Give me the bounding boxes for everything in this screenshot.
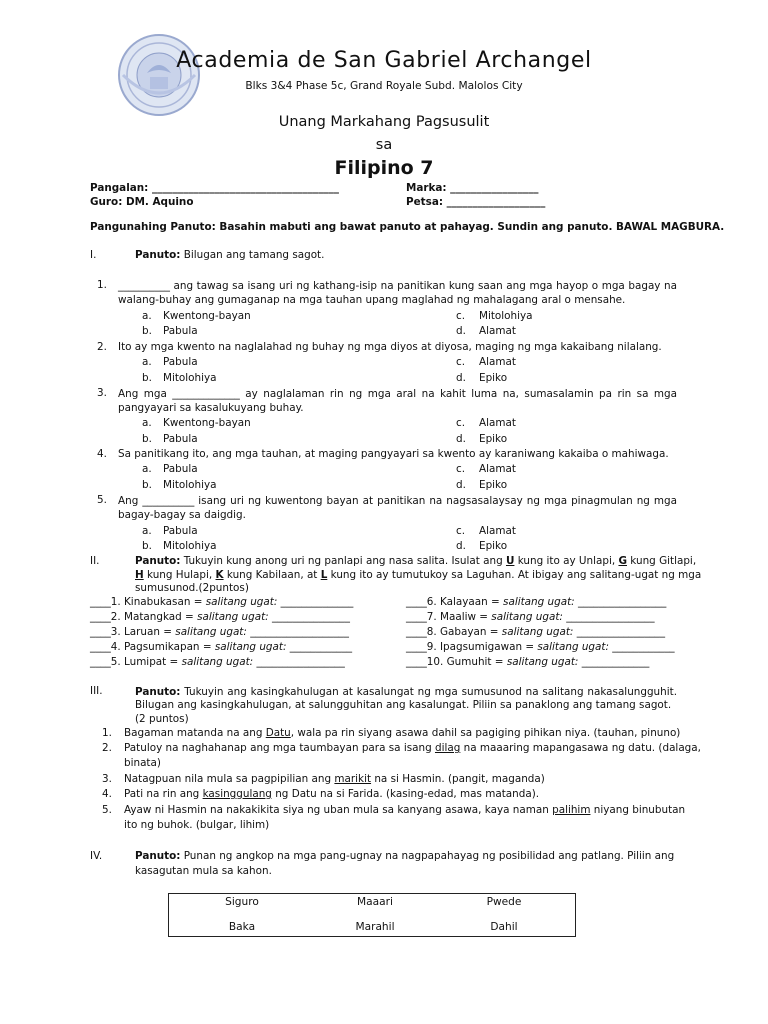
option-d: Alamat bbox=[479, 325, 516, 337]
question-text: Sa panitikang ito, ang mga tauhan, at maging pangyayari sa kwento ay karaniwang kakaiba o mahiwaga. bbox=[118, 448, 669, 460]
question-number: 1. bbox=[97, 279, 107, 291]
option-a: Pabula bbox=[163, 525, 198, 537]
synonym-item-cont: ito ng buhok. (bulgar, lihim) bbox=[124, 819, 270, 831]
part3-directions: Panuto: Tukuyin ang kasingkahulugan at kasalungat ng mga sumusunod na salitang nakasalungguhit. bbox=[135, 686, 677, 698]
affix-item: ____4. Pagsumikapan = salitang ugat: ____________ bbox=[90, 641, 353, 653]
choice-word: Maaari bbox=[357, 896, 393, 908]
part2-numeral: II. bbox=[90, 555, 100, 567]
option-letter: a. bbox=[142, 525, 152, 537]
question-text-cont: pangyayari sa kasalukuyang buhay. bbox=[118, 402, 304, 414]
question-number: 5. bbox=[102, 804, 112, 816]
option-letter: d. bbox=[456, 325, 466, 337]
part2-directions-cont: H kung Hulapi, K kung Kabilaan, at L kung ito ay tumutukoy sa Laguhan. At ibigay ang salitang-ugat ng mga bbox=[135, 569, 702, 581]
option-letter: d. bbox=[456, 479, 466, 491]
option-letter: b. bbox=[142, 479, 152, 491]
synonym-item: Pati na rin ang kasinggulang ng Datu na si Farida. (kasing-edad, mas matanda). bbox=[124, 788, 540, 800]
part1-directions: Panuto: Bilugan ang tamang sagot. bbox=[135, 249, 325, 261]
part4-directions-cont: kasagutan mula sa kahon. bbox=[135, 865, 272, 877]
synonym-item: Ayaw ni Hasmin na nakakikita siya ng uban mula sa kanyang asawa, kaya naman palihim niyang binubutan bbox=[124, 804, 686, 816]
teacher-field: Guro: DM. Aquino bbox=[90, 196, 194, 208]
option-letter: d. bbox=[456, 540, 466, 552]
school-address: Blks 3&4 Phase 5c, Grand Royale Subd. Malolos City bbox=[245, 80, 523, 92]
part3-points: (2 puntos) bbox=[135, 713, 189, 725]
option-c: Alamat bbox=[479, 525, 516, 537]
option-letter: c. bbox=[456, 417, 466, 429]
choice-word: Pwede bbox=[486, 896, 522, 908]
option-c: Alamat bbox=[479, 463, 516, 475]
question-number: 1. bbox=[102, 727, 112, 739]
school-name: Academia de San Gabriel Archangel bbox=[176, 48, 592, 73]
affix-item: ____9. Ipagsumigawan = salitang ugat: ____________ bbox=[406, 641, 675, 653]
affix-item: ____10. Gumuhit = salitang ugat: _____________ bbox=[406, 656, 650, 668]
question-number: 2. bbox=[97, 341, 107, 353]
option-letter: c. bbox=[456, 310, 466, 322]
option-letter: b. bbox=[142, 372, 152, 384]
synonym-item: Patuloy na naghahanap ang mga taumbayan para sa isang dilag na maaaring mapangasawa ng datu. (dalaga, bbox=[124, 742, 701, 754]
option-a: Pabula bbox=[163, 356, 198, 368]
option-d: Epiko bbox=[479, 372, 508, 384]
synonym-item: Bagaman matanda na ang Datu, wala pa rin siyang asawa dahil sa pagiging pihikan niya. (tauhan, pinuno) bbox=[124, 727, 681, 739]
choice-word: Siguro bbox=[225, 896, 259, 908]
option-d: Epiko bbox=[479, 540, 508, 552]
score-field: Marka: _________________ bbox=[406, 182, 539, 194]
option-c: Alamat bbox=[479, 417, 516, 429]
option-c: Alamat bbox=[479, 356, 516, 368]
name-field: Pangalan: ____________________________________ bbox=[90, 182, 339, 194]
affix-item: ____8. Gabayan = salitang ugat: _________________ bbox=[406, 626, 666, 638]
option-letter: c. bbox=[456, 356, 466, 368]
synonym-item: Natagpuan nila mula sa pagpipilian ang marikit na si Hasmin. (pangit, maganda) bbox=[124, 773, 545, 785]
question-text-cont: walang-buhay ang gumaganap na mga tauhan upang maglahad ng mahalagang aral o mensahe. bbox=[118, 294, 626, 306]
option-letter: c. bbox=[456, 463, 466, 475]
exam-connector: sa bbox=[375, 137, 393, 153]
question-text: Ang __________ isang uri ng kuwentong bayan at panitikan na nagsasalaysay ng mga pinagmulan ng mga bbox=[118, 495, 677, 507]
question-number: 5. bbox=[97, 494, 107, 506]
option-letter: a. bbox=[142, 310, 152, 322]
option-b: Pabula bbox=[163, 325, 198, 337]
part4-directions: Panuto: Punan ng angkop na mga pang-ugnay na nagpapahayag ng posibilidad ang patlang. Piliin ang bbox=[135, 850, 675, 862]
question-text: Ang mga _____________ ay naglalaman rin ng mga aral na kahit luma na, sumasalamin pa rin sa mga bbox=[118, 388, 677, 400]
part2-points: sumusunod.(2puntos) bbox=[135, 582, 249, 594]
option-a: Kwentong-bayan bbox=[163, 417, 251, 429]
part1-numeral: I. bbox=[90, 249, 97, 261]
question-text-cont: bagay-bagay sa daigdig. bbox=[118, 509, 246, 521]
choice-word: Baka bbox=[228, 921, 256, 933]
question-number: 3. bbox=[102, 773, 112, 785]
option-letter: c. bbox=[456, 525, 466, 537]
option-b: Pabula bbox=[163, 433, 198, 445]
question-text: Ito ay mga kwento na naglalahad ng buhay ng mga diyos at diyosa, maging ng mga kakaibang nilalang. bbox=[118, 341, 662, 353]
option-letter: b. bbox=[142, 540, 152, 552]
option-letter: a. bbox=[142, 356, 152, 368]
affix-item: ____2. Matangkad = salitang ugat: _______________ bbox=[90, 611, 350, 623]
option-letter: a. bbox=[142, 417, 152, 429]
option-d: Epiko bbox=[479, 433, 508, 445]
option-d: Epiko bbox=[479, 479, 508, 491]
synonym-item-cont: binata) bbox=[124, 757, 161, 769]
question-number: 4. bbox=[102, 788, 112, 800]
choice-word: Dahil bbox=[490, 921, 518, 933]
affix-item: ____7. Maaliw = salitang ugat: _________________ bbox=[406, 611, 655, 623]
affix-item: ____6. Kalayaan = salitang ugat: _________________ bbox=[406, 596, 667, 608]
question-number: 2. bbox=[102, 742, 112, 754]
option-c: Mitolohiya bbox=[479, 310, 533, 322]
question-number: 3. bbox=[97, 387, 107, 399]
word-choices-box bbox=[168, 893, 576, 937]
question-text: __________ ang tawag sa isang uri ng kathang-isip na panitikan kung saan ang mga hayop o mga bagay na bbox=[118, 280, 677, 292]
question-number: 4. bbox=[97, 448, 107, 460]
part3-directions-cont: Bilugan ang kasingkahulugan, at salungguhitan ang kasalungat. Piliin sa panaklong ang tamang sagot. bbox=[135, 699, 672, 711]
option-a: Kwentong-bayan bbox=[163, 310, 251, 322]
option-letter: b. bbox=[142, 325, 152, 337]
exam-subject: Filipino 7 bbox=[334, 157, 434, 179]
option-letter: b. bbox=[142, 433, 152, 445]
affix-item: ____5. Lumipat = salitang ugat: _________________ bbox=[90, 656, 345, 668]
part4-numeral: IV. bbox=[90, 850, 103, 862]
exam-title: Unang Markahang Pagsusulit bbox=[278, 114, 490, 130]
option-b: Mitolohiya bbox=[163, 540, 217, 552]
part3-numeral: III. bbox=[90, 685, 103, 697]
option-letter: d. bbox=[456, 372, 466, 384]
date-field: Petsa: ___________________ bbox=[406, 196, 546, 208]
option-letter: a. bbox=[142, 463, 152, 475]
school-seal-logo bbox=[117, 33, 201, 117]
option-b: Mitolohiya bbox=[163, 479, 217, 491]
affix-item: ____1. Kinabukasan = salitang ugat: ______________ bbox=[90, 596, 354, 608]
option-letter: d. bbox=[456, 433, 466, 445]
option-b: Mitolohiya bbox=[163, 372, 217, 384]
choice-word: Marahil bbox=[355, 921, 395, 933]
affix-item: ____3. Laruan = salitang ugat: ___________________ bbox=[90, 626, 349, 638]
main-directions: Pangunahing Panuto: Basahin mabuti ang bawat panuto at pahayag. Sundin ang panuto. BAWAL MAGBURA. bbox=[90, 221, 725, 233]
part2-directions: Panuto: Tukuyin kung anong uri ng panlapi ang nasa salita. Isulat ang U kung ito ay Unlapi, G kung Gitlapi, bbox=[135, 555, 697, 567]
option-a: Pabula bbox=[163, 463, 198, 475]
